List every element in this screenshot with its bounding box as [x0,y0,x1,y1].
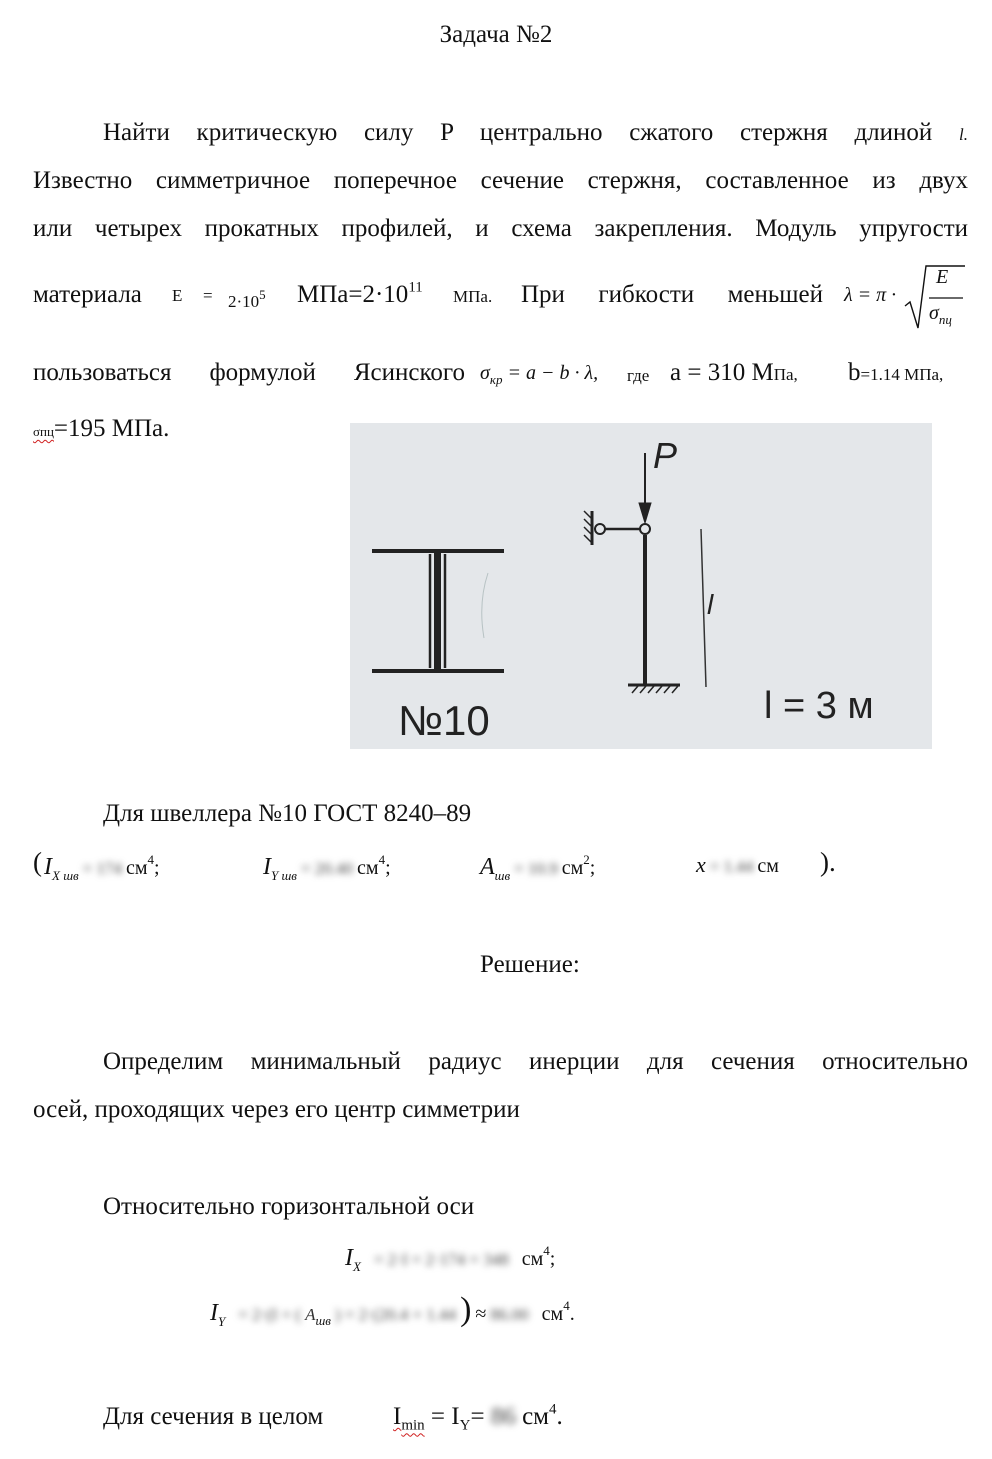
length-value-label: l = 3 м [764,685,874,727]
iy-formula: $I_Y$ = 2·(I + ( $A_{шв}$ ) = 2·(20.4 + 1.44 ) ≈ 86.00 $см^4$. [210,1291,575,1329]
problem-line-2: Известно симметричное поперечное сечение стержня, составленное из двух [33,167,968,194]
problem-figure [350,423,932,749]
force-label: P [653,435,678,476]
force-arrow-icon [639,453,651,523]
length-var-label: l [707,589,714,620]
problem-line-1-text: Найти критическую силу P центрально сжатого стержня длиной [103,119,933,146]
problem-line-3: или четырех прокатных профилей, и схема закрепления. Модуль упругости [33,215,968,242]
horizontal-axis-text: Относительно горизонтальной оси [103,1193,475,1220]
solution-paragraph-line-2: осей, проходящих через его центр симметрии [33,1096,520,1123]
gost-ix: $I_{X шв} = 174$ $см^4$; [44,852,160,883]
fraction-denominator: $\sigma_{пц}$ [929,302,952,327]
problem-line-4b: При гибкости меньшей [521,281,823,308]
modulus-equals: = [203,286,213,305]
ix-formula: $I_X$ = 2·I = 2·174 = 348 $см^4$; [345,1243,556,1274]
modulus-symbol: E [172,286,183,305]
gost-area: $A_{шв} = 10.9$ $см^2$; [480,852,596,883]
problem-line-6: σпц=195 МПа. [33,415,170,442]
section-whole-text: Для сечения в целом [103,1403,324,1430]
gost-x0: x = 1.44 см [696,852,779,877]
gost-open-paren: ( [33,847,42,877]
modulus-unit-small: МПа. [453,287,493,306]
problem-line-5a: пользоваться формулой Ясинского [33,359,465,386]
length-dimension-line [701,529,706,687]
imin-formula: $I_{min} = I_Y= 86$ $см^4$. [393,1401,563,1434]
a-coefficient: a = 310 МПа, [670,359,798,386]
lambda-formula: λ = π · [844,284,897,306]
pin-support-icon [584,511,640,545]
column-rod-icon [640,524,650,685]
b-coefficient: b=1.14 МПа, [848,359,944,386]
problem-line-4a: материала [33,281,142,308]
length-var: l. [959,125,969,144]
profile-number-label: №10 [398,697,490,744]
page-title: Задача №2 [439,21,553,48]
problem-line-1 [103,120,968,147]
channel-section-icon [372,551,504,671]
modulus-value: $МПа=2\cdot 10^{11}$ [297,279,423,308]
fixed-support-icon [628,685,680,693]
solution-heading: Решение: [480,951,580,978]
where-word: где [627,366,650,385]
gost-iy: $I_{Y шв} = 20.40$ $см^4$; [263,852,391,883]
fraction-numerator: E [936,266,949,288]
modulus-value-small: $2\cdot 10^5$ [228,287,266,311]
solution-paragraph-line-1: Определим минимальный радиус инерции для сечения относительно [103,1048,968,1075]
gost-heading: Для швеллера №10 ГОСТ 8240–89 [103,800,472,827]
gost-close-paren: ). [820,847,836,877]
yasinsky-formula: $\sigma_{кр} = a - b \cdot \lambda$, [480,362,599,387]
